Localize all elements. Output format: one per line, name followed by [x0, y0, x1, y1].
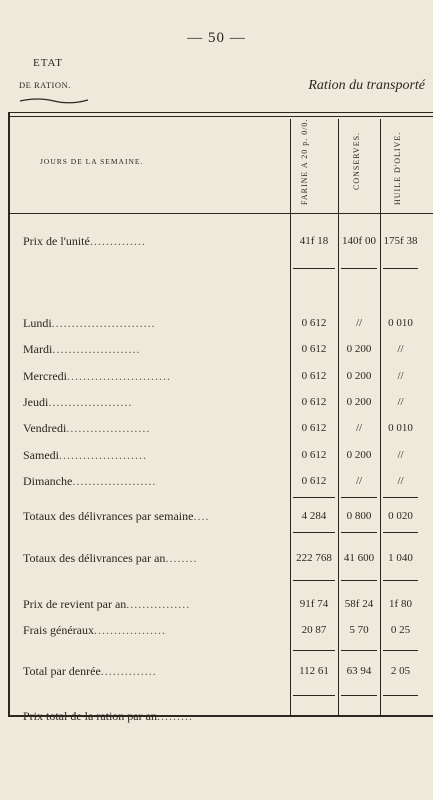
section-rule — [293, 650, 335, 651]
section-rule — [341, 497, 377, 498]
section-rule — [383, 650, 418, 651]
section-rule — [383, 532, 418, 533]
section-rule — [383, 268, 418, 269]
cell-huile: // — [397, 370, 404, 382]
row-label-text: Samedi — [23, 448, 59, 462]
section-rule — [293, 532, 335, 533]
section-rule — [293, 580, 335, 581]
cell-huile: // — [397, 343, 404, 355]
section-rule — [383, 497, 418, 498]
cell-conserves: 41 600 — [343, 552, 375, 564]
row-label — [23, 316, 156, 331]
ornament-flourish — [18, 96, 90, 106]
cell-farine: 41f 18 — [299, 235, 329, 247]
header-conserves: CONSERVES. — [352, 131, 361, 190]
row-label-text: Jeudi — [23, 395, 49, 409]
row-label — [23, 597, 190, 612]
cell-huile: 1 040 — [388, 552, 413, 564]
leader-dots: ..................... — [48, 395, 133, 409]
cell-conserves: 0 200 — [346, 396, 372, 408]
leader-dots: ..................... — [72, 474, 157, 488]
cell-conserves: // — [355, 475, 363, 487]
cell-huile: // — [397, 475, 404, 487]
cell-huile: 0 010 — [388, 317, 413, 329]
row-label — [23, 342, 140, 357]
row-label-text: Frais généraux — [23, 623, 94, 637]
cell-conserves: // — [355, 422, 363, 434]
cell-farine: 0 612 — [301, 449, 327, 461]
cell-farine: 20 87 — [301, 624, 327, 636]
cell-huile: 0 010 — [388, 422, 413, 434]
row-label-text: Mercredi — [23, 369, 67, 383]
leader-dots: .... — [193, 509, 210, 523]
cell-huile: 175f 38 — [383, 235, 418, 247]
row-label — [23, 234, 146, 249]
header-farine: FARINE A 20 p. 0/0. — [300, 118, 309, 205]
row-label-text: Prix de revient par an — [23, 597, 127, 611]
cell-farine: 4 284 — [301, 510, 327, 522]
left-title: ETAT — [33, 57, 64, 69]
row-label-text: Totaux des délivrances par semaine — [23, 509, 194, 523]
cell-conserves: 58f 24 — [344, 598, 374, 610]
leader-dots: .......................... — [51, 316, 156, 330]
cell-farine: 0 612 — [301, 396, 327, 408]
section-rule — [293, 497, 335, 498]
section-rule — [383, 695, 418, 696]
table-left-edge — [8, 112, 10, 715]
leader-dots: ................ — [126, 597, 191, 611]
cell-conserves: 63 94 — [346, 665, 372, 677]
cell-conserves: 5 70 — [349, 624, 369, 636]
section-rule — [341, 650, 377, 651]
row-label — [23, 551, 197, 566]
cell-conserves: 0 200 — [346, 449, 372, 461]
section-rule — [341, 268, 377, 269]
leader-dots: .............. — [100, 664, 157, 678]
cell-farine: 222 768 — [296, 552, 332, 564]
cell-huile: // — [397, 449, 404, 461]
cell-farine: 91f 74 — [299, 598, 329, 610]
row-label — [23, 395, 132, 410]
row-label — [23, 509, 209, 524]
cell-conserves: 0 200 — [346, 370, 372, 382]
row-label — [23, 474, 156, 489]
right-title: Ration du transporté — [308, 78, 425, 93]
section-rule — [341, 532, 377, 533]
leader-dots: ........ — [165, 551, 198, 565]
header-rule — [8, 213, 433, 214]
header-jours: JOURS DE LA SEMAINE. — [40, 157, 144, 166]
header-huile: HUILE D'OLIVE. — [393, 131, 402, 205]
row-label — [23, 664, 157, 679]
cell-farine: 0 612 — [301, 370, 327, 382]
cell-huile: 2 05 — [390, 665, 411, 677]
leader-dots: .......................... — [66, 369, 171, 383]
leader-dots: ..................... — [66, 421, 151, 435]
cell-farine: 0 612 — [301, 317, 327, 329]
table-bottom-rule — [8, 715, 433, 717]
row-label — [23, 369, 171, 384]
section-rule — [341, 695, 377, 696]
cell-farine: 0 612 — [301, 343, 327, 355]
row-label-text: Vendredi — [23, 421, 67, 435]
cell-conserves: 0 800 — [346, 510, 372, 522]
page-number: — 50 — — [187, 30, 246, 46]
row-label — [23, 623, 166, 638]
row-label-text: Total par denrée — [23, 664, 101, 678]
left-subtitle: DE RATION. — [19, 80, 71, 90]
cell-huile: 1f 80 — [389, 598, 412, 610]
cell-conserves: 140f 00 — [342, 235, 376, 247]
section-rule — [383, 580, 418, 581]
leader-dots: .................. — [93, 623, 166, 637]
leader-dots: ...................... — [52, 342, 141, 356]
section-rule — [341, 580, 377, 581]
cell-conserves: // — [355, 317, 363, 329]
cell-farine: 112 61 — [299, 665, 329, 677]
section-rule — [293, 695, 335, 696]
row-label-text: Totaux des délivrances par an — [23, 551, 166, 565]
cell-huile: // — [397, 396, 404, 408]
cell-huile: 0 25 — [390, 624, 411, 636]
cell-huile: 0 020 — [388, 510, 413, 522]
row-label — [23, 448, 147, 463]
leader-dots: ...................... — [59, 448, 147, 462]
cell-conserves: 0 200 — [346, 343, 372, 355]
leader-dots: ......... — [156, 709, 193, 723]
row-label — [23, 421, 150, 436]
row-label-text: Mardi — [23, 342, 53, 356]
row-label-text: Prix de l'unité — [23, 234, 90, 248]
row-label-text: Dimanche — [23, 474, 73, 488]
section-rule — [293, 268, 335, 269]
row-label-text: Prix total de la ration par an — [23, 709, 157, 723]
leader-dots: .............. — [89, 234, 146, 248]
row-label-text: Lundi — [23, 316, 52, 330]
cell-farine: 0 612 — [301, 475, 327, 487]
cell-farine: 0 612 — [301, 422, 327, 434]
